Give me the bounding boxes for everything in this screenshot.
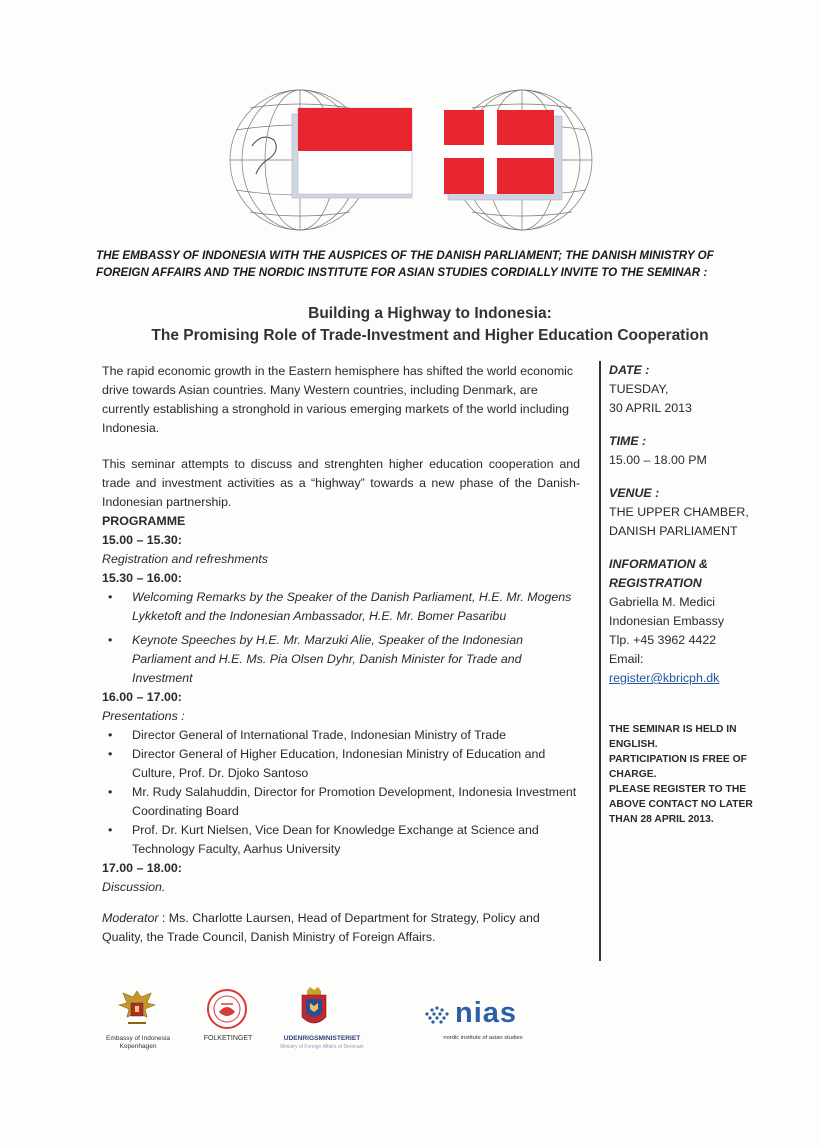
time-label: TIME : [609,434,647,448]
denmark-flag-icon [444,110,562,200]
note-line: ENGLISH. [609,739,658,750]
embassy-caption [100,1035,176,1051]
invitation-text: THE EMBASSY OF INDONESIA WITH THE AUSPICES OF THE DANISH PARLIAMENT; THE DANISH MINISTRY OF FOREIGN AFFAIRS AND THE NORDIC INSTITUTE FOR ASIAN STUDIES CORDIALLY INVITE TO THE SEMINAR : [96,249,714,279]
title-line-1: Building a Highway to Indonesia: [308,305,552,322]
ministry-caption-line-1: UDENRIGSMINISTERIET [283,1035,361,1042]
programme-heading: PROGRAMME [102,514,186,528]
venue-line-1: THE UPPER CHAMBER, [609,505,749,519]
contact-phone: Tlp. +45 3962 4422 [609,633,717,647]
venue-line-2: DANISH PARLIAMENT [609,524,738,538]
moderator-text: : Ms. Charlotte Laursen, Head of Department for Strategy, Policy and Quality, the Trade Council, Danish Ministry of Foreign Affairs. [102,911,540,944]
note-line: PLEASE REGISTER TO THE [609,784,747,795]
nias-caption: nordic institute of asian studies [443,1035,523,1041]
contact-name: Gabriella M. Medici [609,595,716,609]
ministry-crest-icon [298,985,330,1033]
column-divider [599,361,601,961]
main-column [102,362,580,947]
session-2-time: 15.30 – 16.00: [102,571,182,585]
ministry-caption-line-2: Ministry of Foreign Affairs of Denmark [280,1044,364,1050]
date-line-2: 30 APRIL 2013 [609,401,692,415]
note-line: CHARGE. [609,769,657,780]
ministry-caption [272,1035,372,1051]
time-value: 15.00 – 18.00 PM [609,453,707,467]
note-line: ABOVE CONTACT NO LATER [609,799,753,810]
session-4-time: 17.00 – 18.00: [102,861,182,875]
moderator-line [102,909,580,947]
folketinget-caption: FOLKETINGET [203,1035,253,1042]
session-2-list [102,588,580,688]
list-item: • Mr. Rudy Salahuddin, Director for Promotion Development, Indonesia Investment Coordinating Board [102,783,580,821]
info-label-1: INFORMATION & [609,557,708,571]
registration-note [609,722,784,827]
email-label: Email: [609,652,644,666]
session-1-desc: Registration and refreshments [102,552,268,566]
email-link[interactable]: register@kbricph.dk [609,671,720,685]
venue-label: VENUE : [609,486,660,500]
session-3-time: 16.00 – 17.00: [102,690,182,704]
sponsor-logos [100,985,540,1075]
nias-wordmark: nias [455,997,518,1029]
list-item: • Director General of Higher Education, Indonesian Ministry of Education and Culture, Prof. Dr. Djoko Santoso [102,745,580,783]
sidebar [609,361,784,827]
folketinget-seal-icon [206,988,248,1030]
garuda-emblem-icon [116,987,158,1031]
nias-dots-icon [422,1005,452,1027]
session-4-desc: Discussion. [102,880,166,894]
session-1-time: 15.00 – 15.30: [102,533,182,547]
date-label: DATE : [609,363,650,377]
intro-paragraph-1: The rapid economic growth in the Eastern hemisphere has shifted the world economic drive towards Asian countries. Many Western countries, including Denmark, are currently establishing a stronghold in various emerging markets of the world including Indonesia. [102,364,574,435]
date-line-1: TUESDAY, [609,382,669,396]
list-item: • Welcoming Remarks by the Speaker of the Danish Parliament, H.E. Mr. Mogens Lykketoft and the Indonesian Ambassador, H.E. Mr. Bomer Pasaribu [102,588,580,626]
indonesia-flag-icon [292,108,412,198]
intro-paragraph-2: This seminar attempts to discuss and strenghten higher education cooperation and trade and investment activities as a “highway” towards a new phase of the Danish-Indonesian partnership. [102,457,580,509]
moderator-label: Moderator [102,911,159,925]
embassy-caption-line-2: Kopenhagen [119,1043,157,1050]
session-3-label: Presentations : [102,709,185,723]
seminar-title [80,303,780,347]
contact-org: Indonesian Embassy [609,614,725,628]
session-3-list [102,726,580,859]
note-line: PARTICIPATION IS FREE OF [609,754,747,765]
info-label-2: REGISTRATION [609,576,702,590]
flags-header-image [222,86,600,234]
list-item: • Keynote Speeches by H.E. Mr. Marzuki Alie, Speaker of the Indonesian Parliament and H.E. Ms. Pia Olsen Dyhr, Danish Minister for Trade and Investment [102,631,580,688]
note-line: THAN 28 APRIL 2013. [609,814,714,825]
list-item: • Prof. Dr. Kurt Nielsen, Vice Dean for Knowledge Exchange at Science and Technology Faculty, Aarhus University [102,821,580,859]
title-line-2: The Promising Role of Trade-Investment and Higher Education Cooperation [151,327,709,344]
note-line: THE SEMINAR IS HELD IN [609,724,737,735]
embassy-caption-line-1: Embassy of Indonesia [106,1035,170,1042]
list-item: • Director General of International Trade, Indonesian Ministry of Trade [102,726,580,745]
